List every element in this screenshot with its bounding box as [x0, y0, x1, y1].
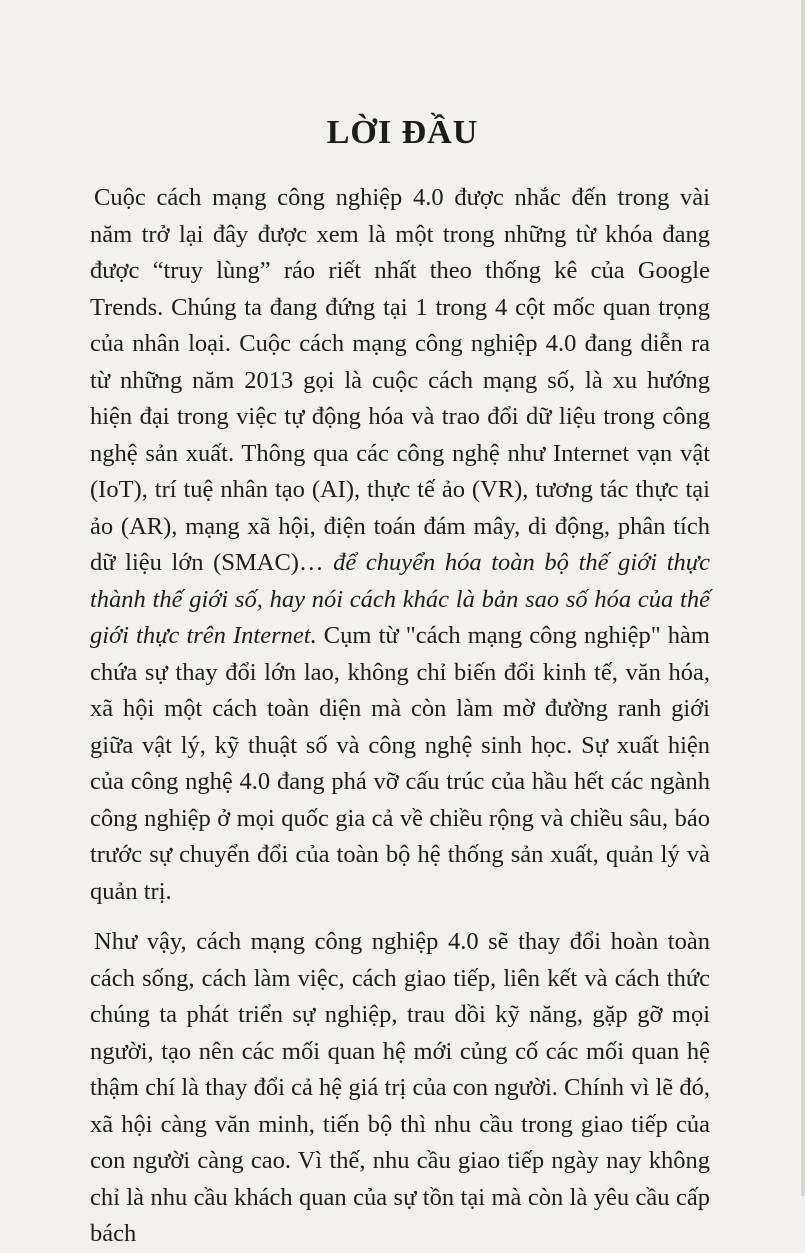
paragraph-2: Như vậy, cách mạng công nghiệp 4.0 sẽ thay đổi hoàn toàn cách sống, cách làm việc, cách giao tiếp, liên kết và cách thức chúng ta phát triển sự nghiệp, trau dồi kỹ năng, gặp gỡ mọi người, tạo nên các mối quan hệ mới củng cố các mối quan hệ thậm chí là thay đổi cả hệ giá trị của con người. Chính vì lẽ đó, xã hội càng văn minh, tiến bộ thì nhu cầu trong giao tiếp của con người càng cao. Vì thế, nhu cầu giao tiếp ngày nay không chỉ là nhu cầu khách quan của sự tồn tại mà còn là yêu cầu cấp bách [90, 928, 710, 1247]
page-edge [801, 0, 805, 1196]
paragraph-1 [90, 180, 710, 910]
body-text [90, 180, 710, 1253]
paragraph-1-part-1: Cuộc cách mạng công nghiệp 4.0 được nhắc đến trong vài năm trở lại đây được xem là một trong những từ khóa đang được “truy lùng” ráo riết nhất theo thống kê của Google Trends. Chúng ta đang đứng tại 1 trong 4 cột mốc quan trọng của nhân loại. Cuộc cách mạng công nghiệp 4.0 đang diễn ra từ những năm 2013 gọi là cuộc cách mạng số, là xu hướng hiện đại trong việc tự động hóa và trao đổi dữ liệu trong công nghệ sản xuất. Thông qua các công nghệ như Internet vạn vật (IoT), trí tuệ nhân tạo (AI), thực tế ảo (VR), tương tác thực tại ảo (AR), mạng xã hội, điện toán đám mây, di động, phân tích dữ liệu lớn (SMAC)… [90, 184, 710, 576]
paragraph-1-italic: để chuyển hóa toàn bộ thế giới thực thành thế giới số, hay nói cách khác là bản sao số hóa của thế giới thực trên Internet. [90, 549, 711, 649]
page-title: LỜI ĐẦU [326, 114, 479, 151]
paragraph-1-part-2: Cụm từ "cách mạng công nghiệp" hàm chứa sự thay đổi lớn lao, không chỉ biến đổi kinh tế, văn hóa, xã hội một cách toàn diện mà còn làm mờ đường ranh giới giữa vật lý, kỹ thuật số và công nghệ sinh học. Sự xuất hiện của công nghệ 4.0 đang phá vỡ cấu trúc của hầu hết các ngành công nghiệp ở mọi quốc gia cả về chiều rộng và chiều sâu, báo trước sự chuyển đổi của toàn bộ hệ thống sản xuất, quản lý và quản trị. [90, 622, 710, 905]
